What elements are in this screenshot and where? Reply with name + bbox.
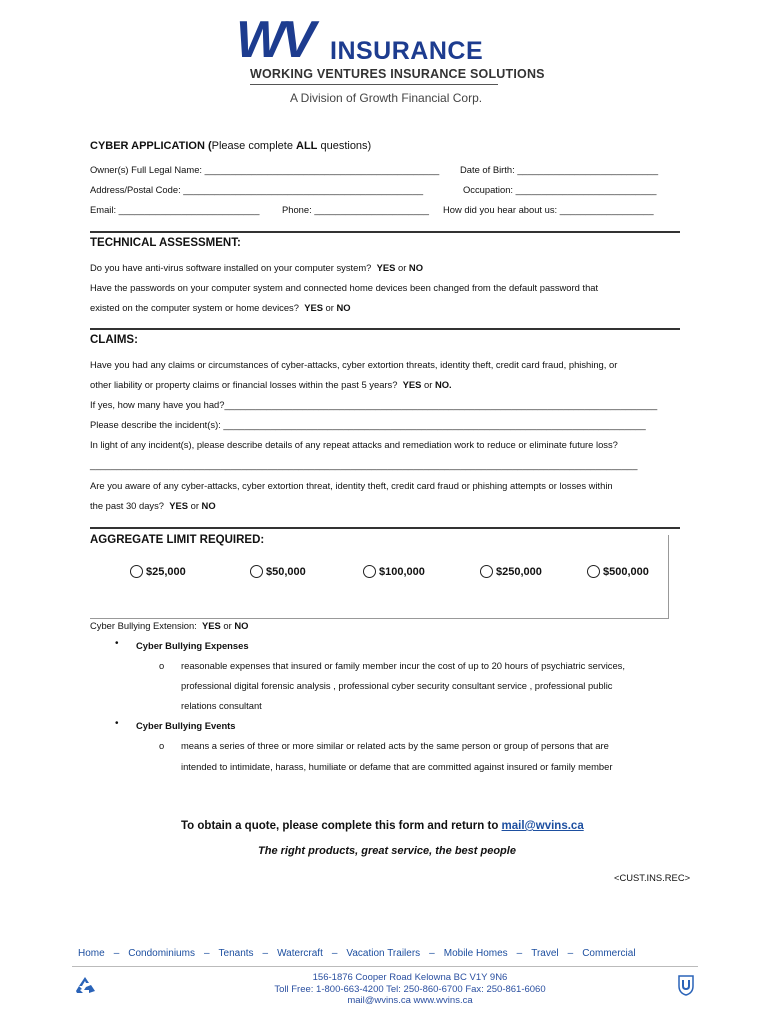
claims-q5-line1: Are you aware of any cyber-attacks, cyber extortion threat, identity theft, credit card fraud or phishing attempts or losses within	[90, 480, 613, 491]
footer-link-condominiums[interactable]: Condominiums	[128, 948, 195, 959]
footer-address: 156-1876 Cooper Road Kelowna BC V1Y 9N6 Toll Free: 1-800-663-4200 Tel: 250-860-6700 Fax: 250-861-6060 mail@wvins.ca www.wvins.ca	[274, 972, 546, 1006]
bullying-events-text: means a series of three or more similar or related acts by the same person or group of persons that are	[181, 740, 609, 751]
bullying-expenses-text: professional digital forensic analysis , professional cyber security consultant service , professional public	[181, 680, 613, 691]
sub-bullet-icon: o	[159, 740, 165, 751]
sub-bullet-icon: o	[159, 660, 165, 671]
claims-count-field[interactable]: If yes, how many have you had?___________________________________________________________________________________	[90, 399, 658, 410]
logo-division: A Division of Growth Financial Corp.	[290, 91, 483, 105]
radio-icon[interactable]	[250, 565, 263, 578]
claims-describe-field[interactable]: Please describe the incident(s): _________________________________________________________________________________	[90, 419, 646, 430]
no-option[interactable]: NO	[336, 302, 351, 313]
section-divider	[90, 527, 680, 529]
no-option[interactable]: NO	[234, 620, 249, 631]
footer-link-travel[interactable]: Travel	[531, 948, 559, 959]
owner-name-field[interactable]: Owner(s) Full Legal Name: _____________________________________________	[90, 164, 440, 175]
limit-option-50000[interactable]: $50,000	[250, 565, 306, 578]
form-code: <CUST.INS.REC>	[614, 872, 691, 883]
footer-nav: Home – Condominiums – Tenants – Watercraft – Vacation Trailers – Mobile Homes – Travel – Commercial	[78, 948, 636, 959]
bullying-expenses-title: Cyber Bullying Expenses	[136, 640, 249, 651]
radio-icon[interactable]	[587, 565, 600, 578]
yes-option[interactable]: YES	[304, 302, 323, 313]
bullet-icon: •	[115, 718, 119, 729]
logo-wv: WV	[236, 11, 312, 69]
yes-option[interactable]: YES	[202, 620, 221, 631]
limit-option-500000[interactable]: $500,000	[587, 565, 649, 578]
footer-link-commercial[interactable]: Commercial	[582, 948, 636, 959]
address-field[interactable]: Address/Postal Code: ______________________________________________	[90, 184, 424, 195]
email-field[interactable]: Email: ___________________________	[90, 204, 260, 215]
footer-link-tenants[interactable]: Tenants	[218, 948, 254, 959]
technical-q2-line1: Have the passwords on your computer system and connected home devices been changed from the default password that	[90, 282, 599, 293]
box-edge	[90, 618, 669, 619]
bullying-events-title: Cyber Bullying Events	[136, 720, 236, 731]
no-option[interactable]: NO	[201, 500, 216, 511]
logo-divider	[250, 84, 498, 85]
limit-option-250000[interactable]: $250,000	[480, 565, 542, 578]
claims-heading: CLAIMS:	[90, 334, 138, 346]
limit-option-25000[interactable]: $25,000	[130, 565, 186, 578]
radio-icon[interactable]	[130, 565, 143, 578]
tagline: The right products, great service, the best people	[258, 845, 516, 857]
yes-option[interactable]: YES	[402, 379, 422, 390]
technical-heading: TECHNICAL ASSESSMENT:	[90, 237, 241, 249]
form-title: CYBER APPLICATION (Please complete ALL questions)	[90, 140, 372, 152]
yes-option[interactable]: YES	[169, 500, 188, 511]
bullying-expenses-text: reasonable expenses that insured or family member incur the cost of up to 20 hours of psychiatric services,	[181, 660, 625, 671]
footer-link-home[interactable]: Home	[78, 948, 105, 959]
claims-q4: In light of any incident(s), please describe details of any repeat attacks and remediation work to reduce or eliminate future loss?	[90, 439, 618, 450]
quote-instruction: To obtain a quote, please complete this form and return to mail@wvins.ca	[181, 820, 584, 832]
box-edge	[668, 535, 669, 618]
aggregate-limit-heading: AGGREGATE LIMIT REQUIRED:	[90, 534, 265, 546]
section-divider	[90, 231, 680, 233]
occupation-field[interactable]: Occupation: ___________________________	[463, 184, 657, 195]
limit-option-100000[interactable]: $100,000	[363, 565, 425, 578]
footer-divider	[72, 966, 698, 967]
heard-about-field[interactable]: How did you hear about us: __________________	[443, 204, 654, 215]
recycle-icon	[74, 975, 96, 1000]
logo-insurance: INSURANCE	[330, 37, 484, 65]
dob-field[interactable]: Date of Birth: ___________________________	[460, 164, 659, 175]
logo-subtitle: WORKING VENTURES INSURANCE SOLUTIONS	[250, 67, 545, 81]
radio-icon[interactable]	[363, 565, 376, 578]
email-link[interactable]: mail@wvins.ca	[501, 820, 584, 832]
phone-field[interactable]: Phone: ______________________	[282, 204, 430, 215]
no-option[interactable]: NO	[408, 262, 423, 273]
footer-link-watercraft[interactable]: Watercraft	[277, 948, 323, 959]
radio-icon[interactable]	[480, 565, 493, 578]
claims-q5-line2: the past 30 days? YES or NO	[90, 500, 216, 511]
claims-q1-line2: other liability or property claims or financial losses within the past 5 years? YES or NO.	[90, 379, 452, 390]
partner-logo-icon	[676, 974, 696, 1001]
yes-option[interactable]: YES	[376, 262, 396, 273]
section-divider	[90, 328, 680, 330]
footer-link-vacation-trailers[interactable]: Vacation Trailers	[346, 948, 421, 959]
claims-q4-answer-line[interactable]: _________________________________________________________________________________________________________	[90, 459, 638, 470]
bullet-icon: •	[115, 638, 119, 649]
bullying-expenses-text: relations consultant	[181, 700, 262, 711]
bullying-extension: Cyber Bullying Extension: YES or NO	[90, 620, 249, 631]
technical-q2-line2: existed on the computer system or home devices? YES or NO	[90, 302, 351, 313]
footer-link-mobile-homes[interactable]: Mobile Homes	[443, 948, 508, 959]
technical-q1: Do you have anti-virus software installed on your computer system? YES or NO	[90, 262, 423, 273]
bullying-events-text: intended to intimidate, harass, humiliate or defame that are committed against insured or family member	[181, 761, 613, 772]
no-option[interactable]: NO.	[434, 379, 452, 390]
claims-q1-line1: Have you had any claims or circumstances of cyber-attacks, cyber extortion threats, identity theft, credit card fraud, phishing, or	[90, 359, 618, 370]
